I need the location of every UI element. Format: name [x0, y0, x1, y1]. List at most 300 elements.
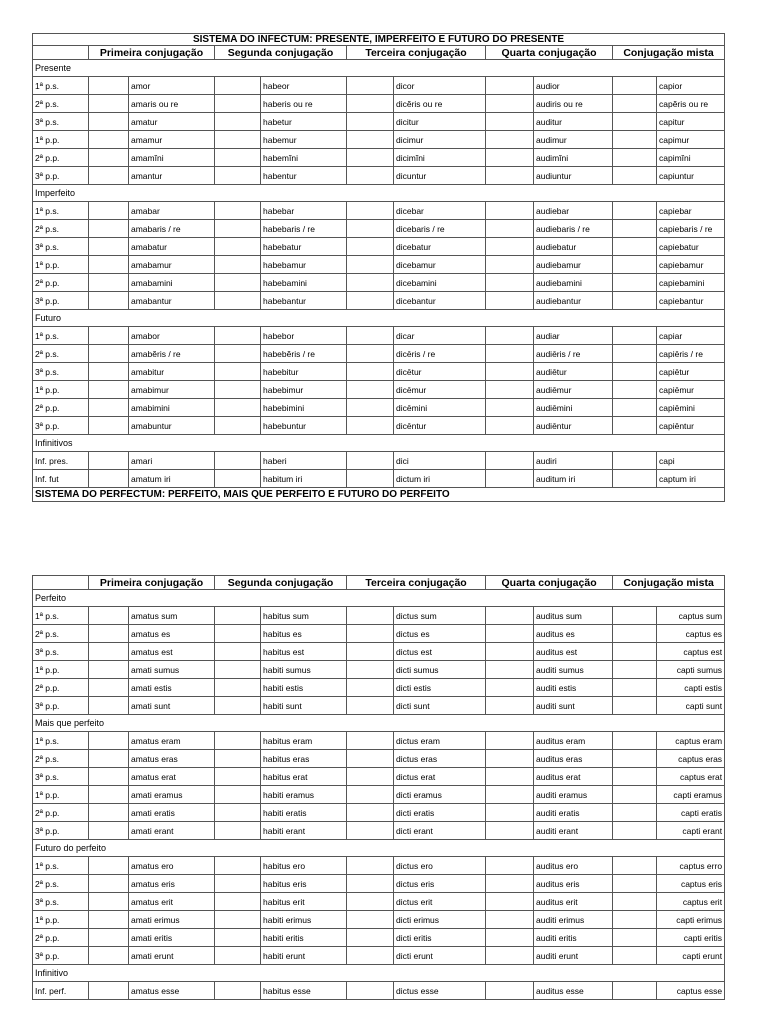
blank-cell	[613, 661, 657, 679]
title-row	[33, 34, 725, 46]
blank-cell	[486, 452, 534, 470]
form-cell: amatus es	[129, 625, 215, 643]
blank-cell	[215, 95, 261, 113]
form-cell: dicēmur	[394, 381, 486, 399]
blank-cell	[215, 77, 261, 95]
blank-cell	[613, 697, 657, 715]
table-row	[33, 381, 725, 399]
blank-cell	[613, 625, 657, 643]
form-cell: auditus eris	[534, 875, 613, 893]
table-row	[33, 804, 725, 822]
form-cell: audiris ou re	[534, 95, 613, 113]
form-cell: amatus eris	[129, 875, 215, 893]
form-cell: audiebar	[534, 202, 613, 220]
blank-cell	[613, 947, 657, 965]
form-cell: dicēmini	[394, 399, 486, 417]
form-cell: amati estis	[129, 679, 215, 697]
blank-cell	[215, 893, 261, 911]
form-cell: amor	[129, 77, 215, 95]
blank-cell	[347, 911, 394, 929]
table-row	[33, 732, 725, 750]
blank-cell	[215, 804, 261, 822]
table-row	[33, 95, 725, 113]
infectum-table	[32, 33, 725, 502]
form-cell: habitus erat	[261, 768, 347, 786]
form-cell: habiti sumus	[261, 661, 347, 679]
form-cell: amabar	[129, 202, 215, 220]
blank-cell	[89, 256, 129, 274]
section-label: Perfeito	[33, 590, 725, 607]
form-cell: capimur	[657, 131, 725, 149]
form-cell: amatur	[129, 113, 215, 131]
section-row	[33, 715, 725, 732]
form-cell: capiebatur	[657, 238, 725, 256]
blank-cell	[215, 750, 261, 768]
blank-cell	[215, 982, 261, 1000]
blank-cell	[613, 149, 657, 167]
form-cell: dicitur	[394, 113, 486, 131]
table-row	[33, 292, 725, 310]
blank-cell	[486, 768, 534, 786]
blank-cell	[215, 875, 261, 893]
form-cell: amaris ou re	[129, 95, 215, 113]
blank-cell	[613, 327, 657, 345]
form-cell: auditi eritis	[534, 929, 613, 947]
form-cell: amabamur	[129, 256, 215, 274]
person-cell: 3ª p.s.	[33, 893, 89, 911]
section-label: Mais que perfeito	[33, 715, 725, 732]
blank-cell	[613, 363, 657, 381]
blank-cell	[347, 77, 394, 95]
form-cell: amabĕris / re	[129, 345, 215, 363]
form-cell: amabaris / re	[129, 220, 215, 238]
form-cell: amati sumus	[129, 661, 215, 679]
blank-cell	[613, 452, 657, 470]
blank-cell	[89, 679, 129, 697]
form-cell: dicēntur	[394, 417, 486, 435]
form-cell: habebĕris / re	[261, 345, 347, 363]
blank-cell	[89, 220, 129, 238]
table-row	[33, 857, 725, 875]
form-cell: habeor	[261, 77, 347, 95]
column-header: Conjugação mista	[613, 576, 725, 590]
blank-cell	[347, 417, 394, 435]
form-cell: auditi erimus	[534, 911, 613, 929]
form-cell: habiti eratis	[261, 804, 347, 822]
blank-cell	[347, 822, 394, 840]
footer-row	[33, 488, 725, 502]
blank-cell	[613, 95, 657, 113]
table-footer: SISTEMA DO PERFECTUM: PERFEITO, MAIS QUE PERFEITO E FUTURO DO PERFEITO	[33, 488, 725, 502]
form-cell: auditus erat	[534, 768, 613, 786]
form-cell: audiuntur	[534, 167, 613, 185]
person-cell: 2ª p.s.	[33, 750, 89, 768]
form-cell: audimĭni	[534, 149, 613, 167]
blank-cell	[89, 327, 129, 345]
blank-cell	[347, 274, 394, 292]
blank-cell	[215, 417, 261, 435]
form-cell: amamur	[129, 131, 215, 149]
blank-cell	[215, 381, 261, 399]
blank-cell	[613, 292, 657, 310]
form-cell: dictus eram	[394, 732, 486, 750]
blank-cell	[486, 95, 534, 113]
form-cell: dicuntur	[394, 167, 486, 185]
person-cell: 3ª p.p.	[33, 822, 89, 840]
form-cell: capiebamur	[657, 256, 725, 274]
table-row	[33, 947, 725, 965]
blank-cell	[486, 893, 534, 911]
blank-cell	[89, 95, 129, 113]
form-cell: capiebaris / re	[657, 220, 725, 238]
table-row	[33, 982, 725, 1000]
form-cell: habebatur	[261, 238, 347, 256]
section-row	[33, 965, 725, 982]
table-row	[33, 256, 725, 274]
form-cell: capiēmini	[657, 399, 725, 417]
form-cell: auditus ero	[534, 857, 613, 875]
form-cell: capti eritis	[657, 929, 725, 947]
blank-cell	[347, 661, 394, 679]
column-header: Primeira conjugação	[89, 46, 215, 60]
blank-cell	[486, 381, 534, 399]
form-cell: amatus eram	[129, 732, 215, 750]
section-row	[33, 590, 725, 607]
person-cell: 1ª p.p.	[33, 661, 89, 679]
table-row	[33, 274, 725, 292]
blank-cell	[486, 786, 534, 804]
section-label: Presente	[33, 60, 725, 77]
form-cell: dictum iri	[394, 470, 486, 488]
table-row	[33, 399, 725, 417]
section-label: Infinitivos	[33, 435, 725, 452]
form-cell: habiti eramus	[261, 786, 347, 804]
form-cell: dicti sumus	[394, 661, 486, 679]
blank-cell	[215, 786, 261, 804]
header-row	[33, 46, 725, 60]
blank-cell	[89, 857, 129, 875]
blank-cell	[613, 893, 657, 911]
blank-cell	[215, 732, 261, 750]
blank-cell	[215, 697, 261, 715]
form-cell: habebitur	[261, 363, 347, 381]
person-cell: 3ª p.p.	[33, 167, 89, 185]
header-blank	[33, 46, 89, 60]
form-cell: dicti erant	[394, 822, 486, 840]
form-cell: dicebantur	[394, 292, 486, 310]
form-cell: capiēntur	[657, 417, 725, 435]
blank-cell	[347, 893, 394, 911]
blank-cell	[89, 77, 129, 95]
blank-cell	[215, 345, 261, 363]
blank-cell	[613, 607, 657, 625]
blank-cell	[486, 363, 534, 381]
blank-cell	[347, 947, 394, 965]
blank-cell	[89, 399, 129, 417]
blank-cell	[89, 768, 129, 786]
blank-cell	[613, 786, 657, 804]
form-cell: amatum iri	[129, 470, 215, 488]
form-cell: amantur	[129, 167, 215, 185]
table-row	[33, 697, 725, 715]
blank-cell	[215, 363, 261, 381]
blank-cell	[89, 643, 129, 661]
form-cell: capiar	[657, 327, 725, 345]
blank-cell	[347, 167, 394, 185]
form-cell: audiri	[534, 452, 613, 470]
table-row	[33, 911, 725, 929]
column-header: Segunda conjugação	[215, 46, 347, 60]
blank-cell	[613, 113, 657, 131]
blank-cell	[347, 381, 394, 399]
blank-cell	[613, 857, 657, 875]
form-cell: auditi erant	[534, 822, 613, 840]
form-cell: habebuntur	[261, 417, 347, 435]
form-cell: capiēmur	[657, 381, 725, 399]
form-cell: habiti erant	[261, 822, 347, 840]
section-row	[33, 840, 725, 857]
person-cell: 1ª p.p.	[33, 381, 89, 399]
person-cell: 3ª p.p.	[33, 292, 89, 310]
blank-cell	[89, 786, 129, 804]
blank-cell	[486, 643, 534, 661]
blank-cell	[89, 345, 129, 363]
person-cell: 1ª p.s.	[33, 857, 89, 875]
column-header: Primeira conjugação	[89, 576, 215, 590]
form-cell: habitus esse	[261, 982, 347, 1000]
form-cell: dictus esse	[394, 982, 486, 1000]
blank-cell	[486, 345, 534, 363]
blank-cell	[215, 947, 261, 965]
table-row	[33, 768, 725, 786]
form-cell: audiēmur	[534, 381, 613, 399]
form-cell: audiebatur	[534, 238, 613, 256]
person-cell: 2ª p.p.	[33, 274, 89, 292]
form-cell: auditus sum	[534, 607, 613, 625]
form-cell: capti estis	[657, 679, 725, 697]
form-cell: habiti eritis	[261, 929, 347, 947]
section-label: Imperfeito	[33, 185, 725, 202]
form-cell: capti erimus	[657, 911, 725, 929]
blank-cell	[347, 786, 394, 804]
form-cell: amati eramus	[129, 786, 215, 804]
form-cell: audiebamur	[534, 256, 613, 274]
form-cell: habentur	[261, 167, 347, 185]
blank-cell	[89, 804, 129, 822]
form-cell: dicēris / re	[394, 345, 486, 363]
table-row	[33, 131, 725, 149]
form-cell: audiēris / re	[534, 345, 613, 363]
form-cell: habitus sum	[261, 607, 347, 625]
blank-cell	[215, 470, 261, 488]
form-cell: capiebar	[657, 202, 725, 220]
form-cell: dicor	[394, 77, 486, 95]
blank-cell	[89, 381, 129, 399]
table-row	[33, 149, 725, 167]
form-cell: habiti estis	[261, 679, 347, 697]
blank-cell	[613, 768, 657, 786]
table-row	[33, 607, 725, 625]
form-cell: amati erunt	[129, 947, 215, 965]
blank-cell	[215, 220, 261, 238]
blank-cell	[215, 131, 261, 149]
blank-cell	[215, 113, 261, 131]
blank-cell	[89, 911, 129, 929]
form-cell: audiētur	[534, 363, 613, 381]
blank-cell	[486, 607, 534, 625]
blank-cell	[89, 417, 129, 435]
person-cell: 2ª p.s.	[33, 875, 89, 893]
form-cell: audiebamini	[534, 274, 613, 292]
person-cell: 1ª p.s.	[33, 327, 89, 345]
form-cell: dictus es	[394, 625, 486, 643]
blank-cell	[215, 399, 261, 417]
form-cell: amabantur	[129, 292, 215, 310]
form-cell: audior	[534, 77, 613, 95]
blank-cell	[215, 238, 261, 256]
table-row	[33, 822, 725, 840]
table-row	[33, 167, 725, 185]
form-cell: amabor	[129, 327, 215, 345]
form-cell: auditus es	[534, 625, 613, 643]
blank-cell	[89, 131, 129, 149]
blank-cell	[215, 202, 261, 220]
form-cell: amatus est	[129, 643, 215, 661]
form-cell: dicti estis	[394, 679, 486, 697]
form-cell: auditi estis	[534, 679, 613, 697]
blank-cell	[89, 929, 129, 947]
form-cell: auditum iri	[534, 470, 613, 488]
form-cell: capi	[657, 452, 725, 470]
blank-cell	[613, 256, 657, 274]
table-row	[33, 417, 725, 435]
form-cell: capti sumus	[657, 661, 725, 679]
person-cell: 1ª p.p.	[33, 911, 89, 929]
blank-cell	[215, 768, 261, 786]
blank-cell	[215, 679, 261, 697]
section-label: Infinitivo	[33, 965, 725, 982]
form-cell: capti erant	[657, 822, 725, 840]
blank-cell	[486, 167, 534, 185]
form-cell: haberi	[261, 452, 347, 470]
blank-cell	[215, 625, 261, 643]
blank-cell	[347, 929, 394, 947]
blank-cell	[347, 113, 394, 131]
form-cell: audimur	[534, 131, 613, 149]
blank-cell	[613, 238, 657, 256]
blank-cell	[486, 911, 534, 929]
form-cell: captus eram	[657, 732, 725, 750]
form-cell: amati eritis	[129, 929, 215, 947]
form-cell: capiuntur	[657, 167, 725, 185]
form-cell: auditi sumus	[534, 661, 613, 679]
form-cell: auditi eramus	[534, 786, 613, 804]
blank-cell	[347, 452, 394, 470]
blank-cell	[89, 238, 129, 256]
form-cell: dictus eras	[394, 750, 486, 768]
blank-cell	[486, 732, 534, 750]
form-cell: habitus es	[261, 625, 347, 643]
blank-cell	[215, 452, 261, 470]
blank-cell	[613, 167, 657, 185]
form-cell: amabatur	[129, 238, 215, 256]
form-cell: capiebamini	[657, 274, 725, 292]
blank-cell	[347, 95, 394, 113]
blank-cell	[347, 220, 394, 238]
form-cell: dicētur	[394, 363, 486, 381]
blank-cell	[486, 238, 534, 256]
form-cell: habitum iri	[261, 470, 347, 488]
blank-cell	[89, 452, 129, 470]
person-cell: 1ª p.p.	[33, 131, 89, 149]
form-cell: amabuntur	[129, 417, 215, 435]
table-row	[33, 238, 725, 256]
form-cell: auditus eras	[534, 750, 613, 768]
form-cell: captum iri	[657, 470, 725, 488]
blank-cell	[215, 256, 261, 274]
form-cell: captus eris	[657, 875, 725, 893]
table-row	[33, 679, 725, 697]
column-header: Terceira conjugação	[347, 46, 486, 60]
blank-cell	[215, 911, 261, 929]
form-cell: audiar	[534, 327, 613, 345]
form-cell: dictus erat	[394, 768, 486, 786]
blank-cell	[89, 292, 129, 310]
form-cell: habitus eras	[261, 750, 347, 768]
form-cell: dicimĭni	[394, 149, 486, 167]
blank-cell	[347, 679, 394, 697]
blank-cell	[613, 417, 657, 435]
column-header: Segunda conjugação	[215, 576, 347, 590]
section-row	[33, 310, 725, 327]
blank-cell	[215, 167, 261, 185]
form-cell: dicimur	[394, 131, 486, 149]
form-cell: capti eratis	[657, 804, 725, 822]
person-cell: 3ª p.p.	[33, 947, 89, 965]
form-cell: habebaris / re	[261, 220, 347, 238]
blank-cell	[486, 417, 534, 435]
blank-cell	[347, 750, 394, 768]
form-cell: auditi sunt	[534, 697, 613, 715]
blank-cell	[486, 131, 534, 149]
table-row	[33, 750, 725, 768]
blank-cell	[486, 399, 534, 417]
form-cell: dici	[394, 452, 486, 470]
form-cell: dictus ero	[394, 857, 486, 875]
blank-cell	[613, 911, 657, 929]
blank-cell	[89, 822, 129, 840]
blank-cell	[89, 167, 129, 185]
form-cell: captus esse	[657, 982, 725, 1000]
table-row	[33, 893, 725, 911]
form-cell: dicti sunt	[394, 697, 486, 715]
form-cell: audiebaris / re	[534, 220, 613, 238]
person-cell: 1ª p.s.	[33, 77, 89, 95]
form-cell: amati erimus	[129, 911, 215, 929]
person-cell: Inf. perf.	[33, 982, 89, 1000]
form-cell: captus erro	[657, 857, 725, 875]
form-cell: amatus sum	[129, 607, 215, 625]
blank-cell	[89, 697, 129, 715]
form-cell: dicti eramus	[394, 786, 486, 804]
section-row	[33, 60, 725, 77]
blank-cell	[89, 149, 129, 167]
form-cell: dicti eratis	[394, 804, 486, 822]
form-cell: capiētur	[657, 363, 725, 381]
person-cell: 1ª p.p.	[33, 256, 89, 274]
form-cell: dictus est	[394, 643, 486, 661]
blank-cell	[486, 327, 534, 345]
